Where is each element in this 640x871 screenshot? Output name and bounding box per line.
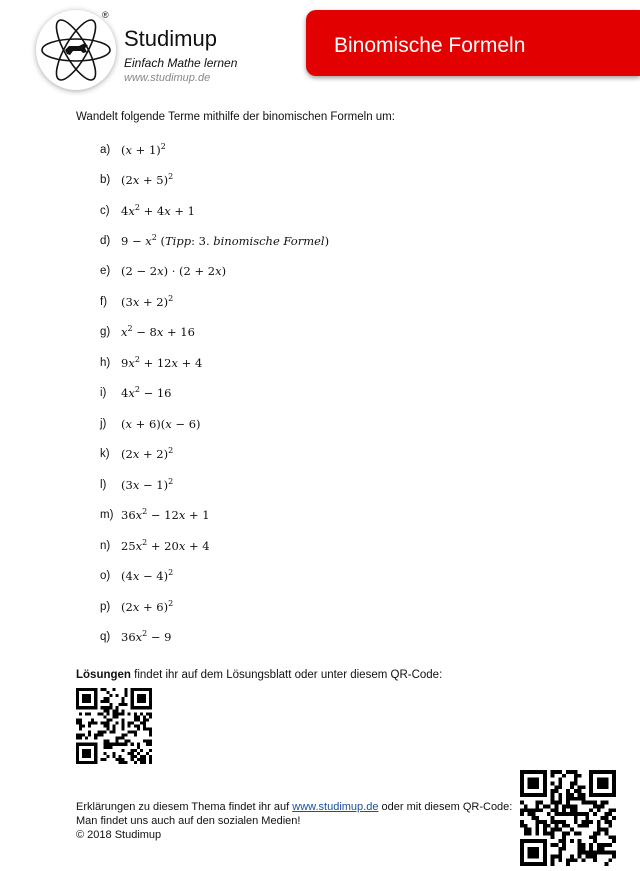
- brand-name: Studimup: [124, 26, 217, 51]
- task-expression: $25x^2 + 20x + 4$: [121, 538, 210, 553]
- task-item: [100, 599, 174, 614]
- task-expression: $(3x - 1)^2$: [121, 477, 174, 492]
- task-item: [100, 446, 174, 461]
- task-label: f): [100, 296, 108, 308]
- task-item: [100, 203, 195, 218]
- task-item: [100, 417, 201, 431]
- task-label: g): [100, 326, 111, 338]
- solutions-note: [76, 669, 442, 681]
- solutions-text: findet ihr auf dem Lösungsblatt oder unter diesem QR-Code:: [130, 669, 443, 681]
- task-expression: $9 - x^2$ (Tipp: 3. binomische Formel): [121, 233, 330, 248]
- task-item: [100, 264, 227, 278]
- task-item: [100, 629, 172, 644]
- task-label: n): [100, 540, 111, 552]
- task-expression: $x^2 - 8x + 16$: [121, 324, 195, 339]
- instructions: Wandelt folgende Terme mithilfe der binomischen Formeln um:: [76, 111, 395, 123]
- registered-mark: ®: [102, 10, 109, 20]
- task-item: [100, 568, 174, 583]
- website-link[interactable]: www.studimup.de: [292, 801, 379, 813]
- task-expression: $(2x + 5)^2$: [121, 172, 174, 187]
- task-expression: $4x^2 + 4x + 1$: [121, 203, 195, 218]
- task-label: l): [100, 479, 107, 491]
- footer-text: Erklärungen zu diesem Thema findet ihr auf: [76, 801, 293, 813]
- task-expression: $4x^2 - 16$: [121, 385, 172, 400]
- task-expression: $(3x + 2)^2$: [121, 294, 174, 309]
- task-expression: $(2x + 6)^2$: [121, 599, 174, 614]
- task-label: b): [100, 174, 111, 186]
- task-item: [100, 142, 166, 157]
- task-expression: $9x^2 + 12x + 4$: [121, 355, 203, 370]
- task-label: q): [100, 631, 111, 643]
- task-expression: $36x^2 - 9$: [121, 629, 172, 644]
- task-expression: $36x^2 - 12x + 1$: [121, 507, 210, 522]
- solutions-bold: Lösungen: [76, 669, 131, 681]
- task-label: p): [100, 601, 111, 613]
- task-item: [100, 538, 210, 553]
- atom-logo-icon: [36, 10, 116, 90]
- brand-website: www.studimup.de: [124, 72, 211, 84]
- task-label: k): [100, 448, 110, 460]
- footer-explanations: [76, 801, 512, 813]
- task-label: c): [100, 205, 110, 217]
- task-expression: (2 − 2x) · (2 + 2x): [121, 264, 227, 278]
- brand-slogan: Einfach Mathe lernen: [124, 56, 238, 70]
- task-item: [100, 233, 330, 248]
- task-expression: $(x + 1)^2$: [121, 142, 166, 157]
- task-item: [100, 172, 174, 187]
- task-label: d): [100, 235, 111, 247]
- task-expression: (x + 6)(x − 6): [121, 417, 201, 431]
- task-label: a): [100, 144, 111, 156]
- task-item: [100, 294, 174, 309]
- qr-code-icon: [520, 770, 616, 866]
- logo: [36, 10, 116, 90]
- task-item: [100, 477, 174, 492]
- page-title: Binomische Formeln: [334, 34, 526, 57]
- task-label: o): [100, 570, 111, 582]
- task-label: j): [100, 418, 107, 430]
- task-item: [100, 385, 172, 400]
- task-label: h): [100, 357, 111, 369]
- task-item: [100, 507, 210, 522]
- task-item: [100, 324, 195, 339]
- task-expression: $(4x - 4)^2$: [121, 568, 174, 583]
- task-label: e): [100, 265, 111, 277]
- task-expression: $(2x + 2)^2$: [121, 446, 174, 461]
- explanations-qr-code[interactable]: [520, 770, 616, 866]
- solutions-qr-code[interactable]: [76, 688, 152, 764]
- footer-text: oder mit diesem QR-Code:: [378, 801, 513, 813]
- task-item: [100, 355, 203, 370]
- task-label: i): [100, 387, 107, 399]
- task-label: m): [100, 509, 114, 521]
- footer-social: Man findet uns auch auf den sozialen Medien!: [76, 815, 301, 827]
- footer-copyright: © 2018 Studimup: [76, 829, 162, 841]
- qr-code-icon: [76, 688, 152, 764]
